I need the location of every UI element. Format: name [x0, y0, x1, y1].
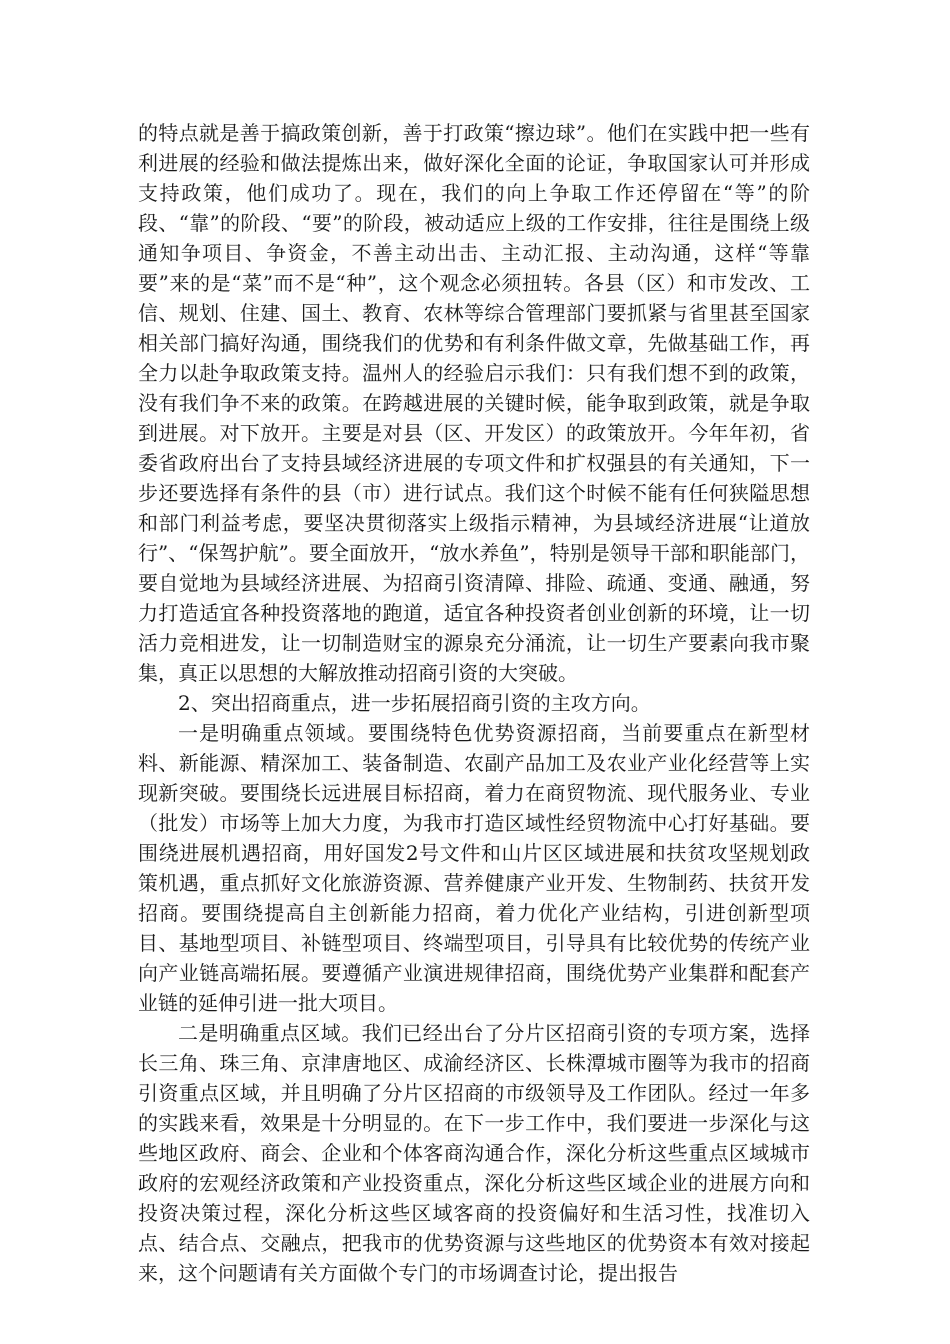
document-body	[138, 118, 810, 1288]
section-heading: 2、突出招商重点，进一步拓展招商引资的主攻方向。	[178, 691, 651, 715]
paragraph-key-fields: 一是明确重点领域。要围绕特色优势资源招商，当前要重点在新型材料、新能源、精深加工、装备制造、农副产品加工及农业产业化经营等上实现新突破。要围绕长远进展目标招商，着力在商贸物流、现代服务业、专业（批发）市场等上加大力度，为我市打造区域性经贸物流中心打好基础。要围绕进展机遇招商，用好国发2号文件和山片区区域进展和扶贫攻坚规划政策机遇，重点抓好文化旅游资源、营养健康产业开发、生物制药、扶贫开发招商。要围绕提高自主创新能力招商，着力优化产业结构，引进创新型项目、基地型项目、补链型项目、终端型项目，引导具有比较优势的传统产业向产业链高端拓展。要遵循产业演进规律招商，围绕优势产业集群和配套产业链的延伸引进一批大项目。	[138, 721, 810, 1015]
paragraph-key-regions: 二是明确重点区域。我们已经出台了分片区招商引资的专项方案，选择长三角、珠三角、京津唐地区、成渝经济区、长株潭城市圈等为我市的招商引资重点区域，并且明确了分片区招商的市级领导及工作团队。经过一年多的实践来看，效果是十分明显的。在下一步工作中，我们要进一步深化与这些地区政府、商会、企业和个体客商沟通合作，深化分析这些重点区域城市政府的宏观经济政策和产业投资重点，深化分析这些区域企业的进展方向和投资决策过程，深化分析这些区域客商的投资偏好和生活习性，找准切入点、结合点、交融点，把我市的优势资源与这些地区的优势资本有效对接起来，这个问题请有关方面做个专门的市场调查讨论，提出报告	[138, 1021, 810, 1285]
paragraph-continued: 的特点就是善于搞政策创新，善于打政策“擦边球”。他们在实践中把一些有利进展的经验和做法提炼出来，做好深化全面的论证，争取国家认可并形成支持政策，他们成功了。现在，我们的向上争取工作还停留在“等”的阶段、“靠”的阶段、“要”的阶段，被动适应上级的工作安排，往往是围绕上级通知争项目、争资金，不善主动出击、主动汇报、主动沟通，这样“等靠要”来的是“菜”而不是“种”，这个观念必须扭转。各县（区）和市发改、工信、规划、住建、国土、教育、农林等综合管理部门要抓紧与省里甚至国家相关部门搞好沟通，围绕我们的优势和有利条件做文章，先做基础工作，再全力以赴争取政策支持。温州人的经验启示我们：只有我们想不到的政策，没有我们争不来的政策。在跨越进展的关键时候，能争取到政策，就是争取到进展。对下放开。主要是对县（区、开发区）的政策放开。今年年初，省委省政府出台了支持县域经济进展的专项文件和扩权强县的有关通知，下一步还要选择有条件的县（市）进行试点。我们这个时候不能有任何狭隘思想和部门利益考虑，要坚决贯彻落实上级指示精神，为县域经济进展“让道放行”、“保驾护航”。要全面放开，“放水养鱼”，特别是领导干部和职能部门，要自觉地为县域经济进展、为招商引资清障、排险、疏通、变通、融通，努力打造适宜各种投资落地的跑道，适宜各种投资者创业创新的环境，让一切活力竞相进发，让一切制造财宝的源泉充分涌流，让一切生产要素向我市聚集，真正以思想的大解放推动招商引资的大突破。	[138, 121, 810, 685]
